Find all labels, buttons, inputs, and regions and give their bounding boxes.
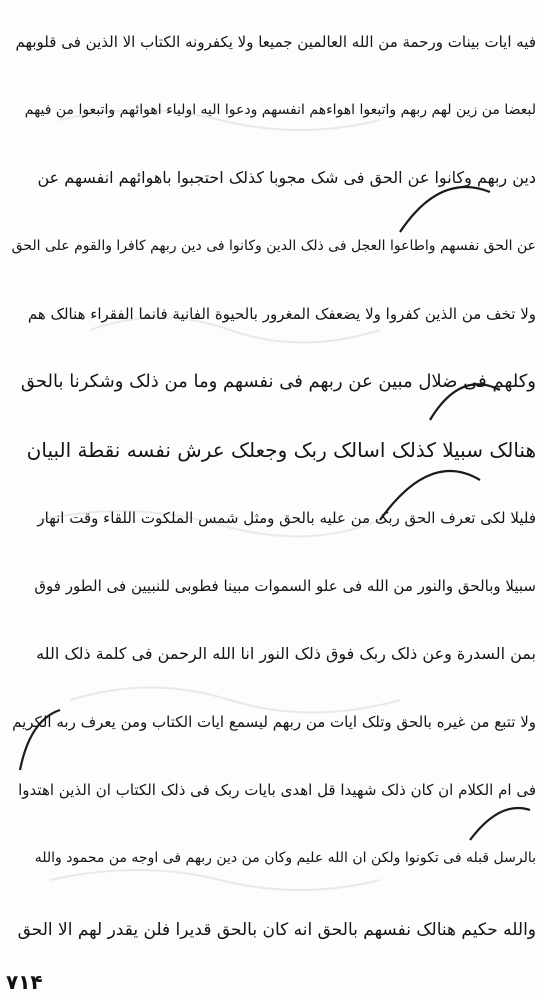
manuscript-line: سبیلا وبالحق والنور من الله فی علو السموات مبینا فطوبی للنبیین فی الطور فوق	[34, 577, 536, 595]
manuscript-line: دین ربهم وکانوا عن الحق فی شک مجوبا کذلک احتجبوا باهوائهم انفسهم عن	[37, 168, 536, 187]
manuscript-line: لبعضا من زین لهم ربهم واتبعوا اهواءهم انفسهم ودعوا الیه اولیاء اهوائهم واتبعوا من فیهم	[24, 102, 536, 118]
manuscript-line: بالرسل قبله فی تکونوا ولکن ان الله علیم وکان من دین ربهم فی اوجه من محمود والله	[34, 850, 536, 866]
manuscript-line: فیه ایات بینات ورحمة من الله العالمین جمیعا ولا یکفرونه الکتاب الا الذین فی قلوبهم	[15, 33, 536, 51]
page-number: ۷۱۴	[6, 970, 43, 994]
manuscript-line: فی ام الکلام ان کان ذلک شهیدا قل اهدی بایات ربک فی ذلک الکتاب ان الذین اهتدوا	[18, 781, 536, 799]
manuscript-line: وکلهم فی ضلال مبین عن ربهم فی نفسهم وما من ذلک وشکرنا بالحق	[20, 371, 536, 392]
manuscript-line: هنالک سبیلا کذلک اسالک ربک وجعلک عرش نفسه نقطة البیان	[26, 438, 536, 462]
manuscript-line: فلیلا لکی تعرف الحق ربک من علیه بالحق ومثل شمس الملکوت اللقاء وقت انهار	[37, 509, 536, 527]
manuscript-line: ولا تخف من الذین کفروا ولا یضعفک المغرور بالحیوة الفانیة فانما الفقراء هنالک هم	[27, 305, 536, 323]
manuscript-line: والله حکیم هنالک نفسهم بالحق انه کان بالحق قدیرا فلن یقدر لهم الا الحق	[17, 920, 536, 940]
manuscript-line: عن الحق نفسهم واطاعوا العجل فی ذلک الدین وکانوا فی دین ربهم کافرا والقوم علی الحق	[11, 238, 536, 254]
manuscript-line: ولا تتبع من غیره بالحق وتلک ایات من ربهم لیسمع ایات الکتاب ومن یعرف ربه الکریم	[12, 713, 536, 731]
manuscript-line: بمن السدرة وعن ذلک ربک فوق ذلک النور انا الله الرحمن فی کلمة ذلک الله	[36, 644, 536, 663]
